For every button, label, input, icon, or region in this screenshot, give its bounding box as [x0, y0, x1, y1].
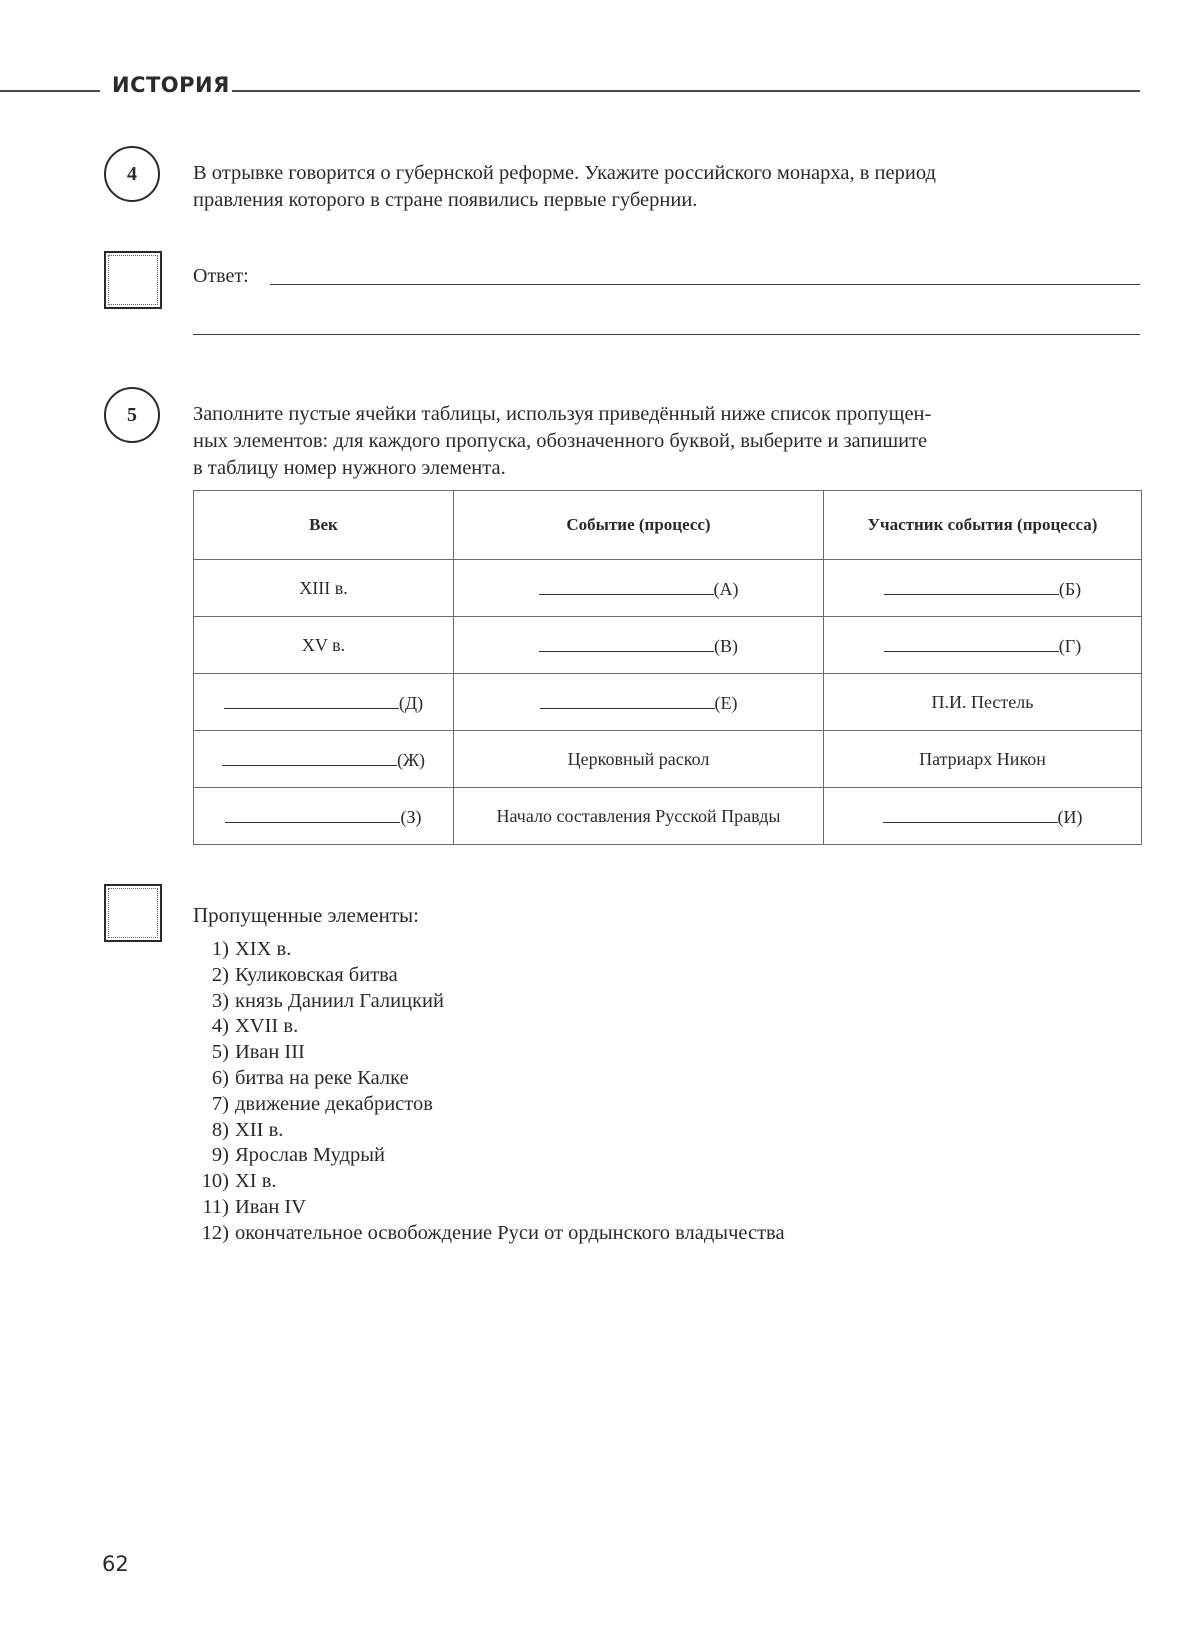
blank-line — [539, 576, 714, 595]
blank-letter: (В) — [714, 636, 738, 656]
question-5-text — [193, 401, 1143, 482]
blank-letter: (З) — [400, 807, 422, 827]
cell-blank-v[interactable] — [454, 617, 824, 674]
question-4-text — [193, 160, 1143, 214]
item-number: 4) — [211, 1015, 229, 1038]
blank-line — [540, 690, 715, 709]
blank-line — [884, 576, 1059, 595]
header-rule-left — [0, 90, 100, 92]
list-item — [193, 1092, 785, 1118]
table-row — [194, 617, 1142, 674]
blank-letter: (Ж) — [396, 750, 426, 770]
item-number: 5) — [211, 1041, 229, 1064]
cell-participant: Патриарх Никон — [824, 731, 1142, 788]
cell-blank-b[interactable] — [824, 560, 1142, 617]
item-number: 8) — [211, 1118, 229, 1141]
item-text: XIX в. — [235, 938, 292, 960]
cell-event: Начало составления Русской Правды — [454, 788, 824, 845]
cell-blank-e[interactable] — [454, 674, 824, 731]
question-4-number: 4 — [104, 146, 160, 202]
item-text: Куликовская битва — [235, 963, 398, 986]
missing-elements-list — [193, 937, 785, 1247]
list-item — [193, 1014, 785, 1040]
cell-blank-a[interactable] — [454, 560, 824, 617]
header-rule-right — [232, 90, 1140, 92]
item-text: движение декабристов — [235, 1092, 433, 1115]
question-5-number: 5 — [104, 387, 160, 443]
item-number: 6) — [211, 1066, 229, 1089]
table-row — [194, 674, 1142, 731]
list-item — [193, 937, 785, 963]
item-number: 2) — [211, 963, 229, 986]
item-number: 9) — [211, 1144, 229, 1167]
table-header-row — [194, 491, 1142, 560]
item-text: битва на реке Калке — [235, 1066, 409, 1089]
list-item — [193, 989, 785, 1015]
cell-blank-z[interactable] — [194, 788, 454, 845]
header-participant: Участник события (процесса) — [824, 491, 1142, 560]
table-row — [194, 560, 1142, 617]
cell-blank-zh[interactable] — [194, 731, 454, 788]
list-item — [193, 1118, 785, 1144]
item-text: Иван III — [235, 1041, 305, 1064]
cell-blank-d[interactable] — [194, 674, 454, 731]
item-number: 10) — [201, 1170, 229, 1193]
table-row — [194, 731, 1142, 788]
item-text: Ярослав Мудрый — [235, 1144, 386, 1167]
item-text: XII в. — [235, 1118, 284, 1141]
question-4-answer-line-1[interactable] — [270, 284, 1140, 285]
missing-elements-title: Пропущенные элементы: — [193, 903, 419, 927]
list-item — [193, 963, 785, 989]
item-text: окончательное освобождение Руси от ордынского владычества — [235, 1221, 785, 1244]
subject-title: ИСТОРИЯ — [112, 73, 230, 97]
question-5-answer-box[interactable] — [104, 884, 162, 942]
blank-letter: (Г) — [1058, 636, 1082, 656]
list-item — [193, 1066, 785, 1092]
item-text: XVII в. — [235, 1015, 299, 1038]
blank-line — [225, 804, 400, 823]
question-4-answer-line-2[interactable] — [193, 334, 1140, 335]
blank-line — [539, 633, 714, 652]
list-item — [193, 1143, 785, 1169]
list-item — [193, 1195, 785, 1221]
question-5-table — [193, 490, 1142, 845]
blank-letter: (Е) — [714, 693, 738, 713]
list-item — [193, 1169, 785, 1195]
blank-letter: (И) — [1057, 807, 1083, 827]
blank-letter: (Б) — [1058, 579, 1082, 599]
page-number: 62 — [102, 1552, 129, 1576]
cell-blank-g[interactable] — [824, 617, 1142, 674]
item-number: 12) — [201, 1221, 229, 1244]
question-4-line-2: правления которого в стране появились первые губернии. — [193, 189, 698, 211]
list-item — [193, 1221, 785, 1247]
cell-event: Церковный раскол — [454, 731, 824, 788]
item-text: князь Даниил Галицкий — [235, 989, 444, 1012]
question-4-line-1: В отрывке говорится о губернской реформе. Укажите российского монарха, в период — [193, 162, 936, 184]
item-number: 3) — [211, 989, 229, 1012]
question-5-line-2: ных элементов: для каждого пропуска, обозначенного буквой, выберите и запишите — [193, 430, 928, 452]
item-number: 7) — [211, 1092, 229, 1115]
header-century: Век — [194, 491, 454, 560]
blank-line — [883, 804, 1058, 823]
blank-letter: (А) — [713, 579, 739, 599]
question-4-answer-box[interactable] — [104, 251, 162, 309]
question-5-line-3: в таблицу номер нужного элемента. — [193, 457, 506, 479]
blank-line — [222, 747, 397, 766]
cell-participant: П.И. Пестель — [824, 674, 1142, 731]
item-text: XI в. — [235, 1170, 277, 1193]
blank-line — [884, 633, 1059, 652]
list-item — [193, 1040, 785, 1066]
cell-century: XIII в. — [194, 560, 454, 617]
table-row — [194, 788, 1142, 845]
item-text: Иван IV — [235, 1195, 307, 1218]
cell-century: XV в. — [194, 617, 454, 674]
blank-line — [224, 690, 399, 709]
item-number: 11) — [202, 1195, 229, 1218]
question-4-answer-label: Ответ: — [193, 265, 249, 287]
question-5-line-1: Заполните пустые ячейки таблицы, используя приведённый ниже список пропущен- — [193, 403, 932, 425]
blank-letter: (Д) — [398, 693, 424, 713]
item-number: 1) — [211, 938, 229, 960]
header-event: Событие (процесс) — [454, 491, 824, 560]
cell-blank-i[interactable] — [824, 788, 1142, 845]
